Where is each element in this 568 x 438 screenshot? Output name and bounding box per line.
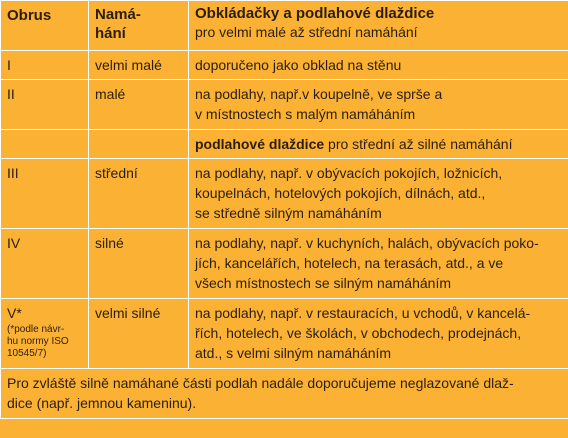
table-row	[1, 299, 568, 369]
section-row	[1, 130, 568, 159]
footer-row	[1, 369, 568, 419]
table-row	[1, 229, 568, 299]
header-subtitle: pro velmi malé až střední namáhání	[195, 24, 418, 40]
table-row	[1, 80, 568, 130]
cell-namahani: silné	[89, 229, 189, 299]
cell-empty	[1, 130, 89, 159]
cell-obrus: IV	[1, 229, 89, 299]
table-row	[1, 159, 568, 229]
footnote-iso: (*podle návr- hu normy ISO 10545/7)	[7, 324, 69, 359]
cell-obrus: III	[1, 159, 89, 229]
table-row	[1, 51, 568, 80]
cell-obrus: V* (*podle návr- hu normy ISO 10545/7)	[1, 299, 89, 369]
header-namahani: Namá- hání	[89, 1, 189, 51]
footer-note: Pro zvláště silně namáhané části podlah nadále doporučujeme neglazované dlaž- dice (např. jemnou kameninu).	[1, 369, 568, 419]
cell-description: na podlahy, např. v kuchyních, halách, obývacích poko- jích, kancelářích, hotelech, na terasách, atd., a ve všech místnostech se silným namáháním	[189, 229, 568, 299]
cell-namahani: velmi silné	[89, 299, 189, 369]
cell-namahani: střední	[89, 159, 189, 229]
cell-description: na podlahy, např. v restauracích, u vchodů, v kancelá- řích, hotelech, ve školách, v obchodech, prodejnách, atd., s velmi silným namáháním	[189, 299, 568, 369]
header-description	[189, 1, 568, 51]
header-title: Obkládačky a podlahové dlaždice	[195, 5, 435, 22]
header-obrus: Obrus	[1, 1, 89, 51]
cell-description: na podlahy, např.v koupelně, ve sprše a v místnostech s malým namáháním	[189, 80, 568, 130]
cell-empty	[89, 130, 189, 159]
cell-namahani: malé	[89, 80, 189, 130]
cell-description: na podlahy, např. v obývacích pokojích, ložnicích, koupelnách, hotelových pokojích, dílnách, atd., se středně silným namáháním	[189, 159, 568, 229]
cell-description: doporučeno jako obklad na stěnu	[189, 51, 568, 80]
header-row	[1, 1, 568, 51]
cell-obrus: II	[1, 80, 89, 130]
section-title: podlahové dlaždice pro střední až silné namáhání	[189, 130, 568, 159]
cell-obrus: I	[1, 51, 89, 80]
cell-namahani: velmi malé	[89, 51, 189, 80]
